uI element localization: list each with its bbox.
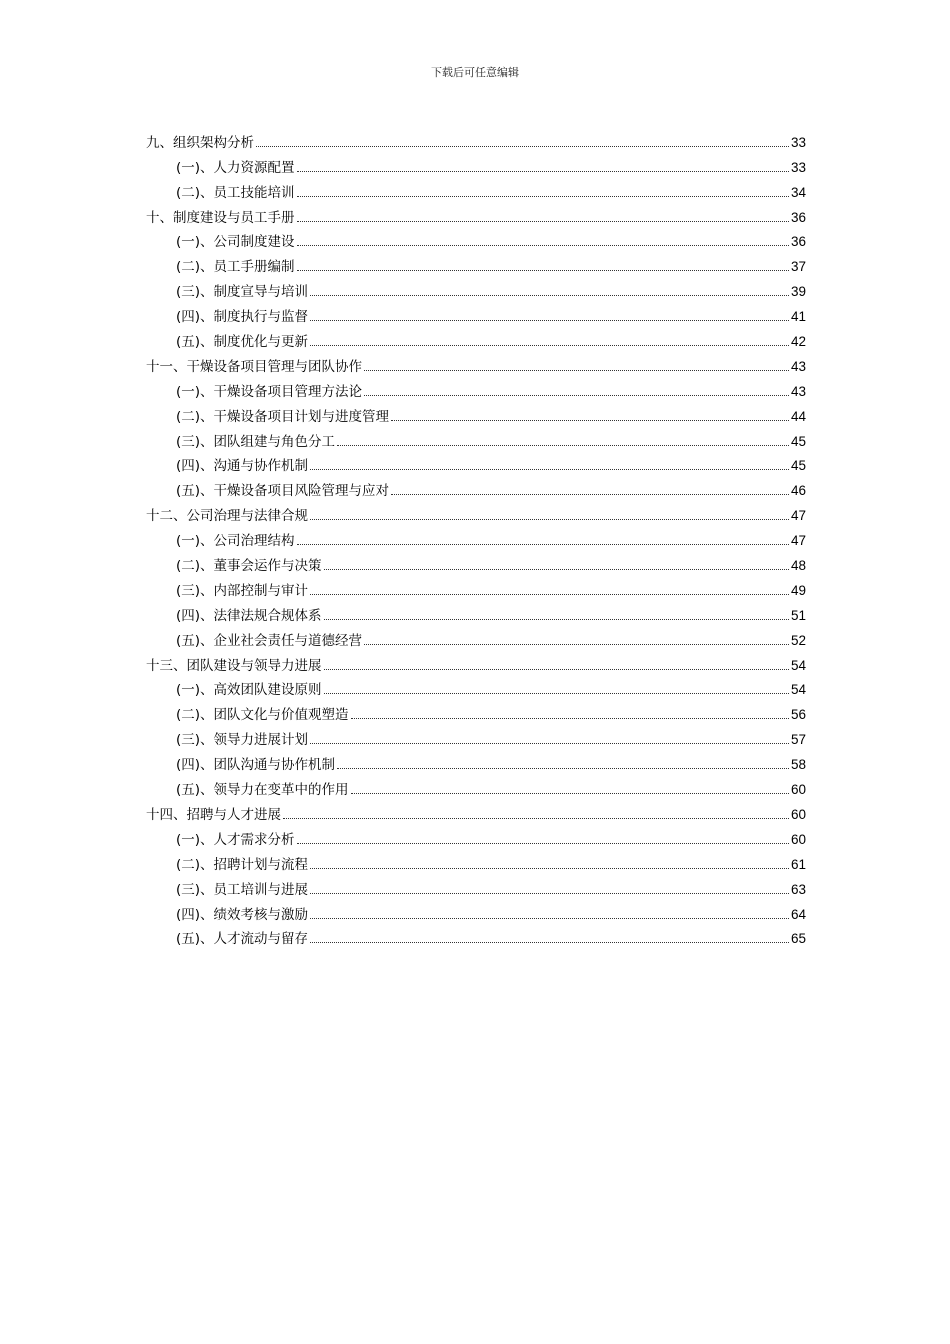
- toc-dot-leader: [256, 146, 789, 147]
- toc-entry-title: (三)、员工培训与进展: [176, 881, 309, 898]
- toc-section-entry[interactable]: [146, 898, 806, 923]
- toc-dot-leader: [310, 295, 789, 296]
- toc-section-entry[interactable]: [146, 848, 806, 873]
- table-of-contents: [146, 126, 806, 947]
- toc-entry-title: (五)、企业社会责任与道德经营: [176, 632, 363, 649]
- toc-dot-leader: [364, 395, 789, 396]
- toc-entry-title: (一)、高效团队建设原则: [176, 682, 322, 699]
- toc-entry-title: (一)、干燥设备项目管理方法论: [176, 383, 363, 400]
- toc-dot-leader: [324, 693, 789, 694]
- toc-section-entry[interactable]: [146, 599, 806, 624]
- toc-entry-page-number: 54: [790, 682, 806, 698]
- toc-dot-leader: [310, 868, 789, 869]
- toc-entry-page-number: 45: [790, 458, 806, 474]
- page-header: 下载后可任意编辑: [431, 66, 519, 79]
- toc-chapter-entry[interactable]: [146, 201, 806, 226]
- toc-entry-title: (二)、招聘计划与流程: [176, 856, 309, 873]
- toc-dot-leader: [310, 345, 789, 346]
- toc-entry-page-number: 57: [790, 732, 806, 748]
- toc-dot-leader: [310, 918, 789, 919]
- toc-entry-page-number: 60: [790, 831, 806, 847]
- toc-entry-title: (四)、团队沟通与协作机制: [176, 757, 336, 774]
- toc-section-entry[interactable]: [146, 275, 806, 300]
- toc-dot-leader: [310, 594, 789, 595]
- toc-entry-page-number: 51: [790, 607, 806, 623]
- toc-entry-title: (一)、公司制度建设: [176, 234, 295, 251]
- toc-entry-title: (五)、干燥设备项目风险管理与应对: [176, 483, 390, 500]
- toc-entry-page-number: 61: [790, 856, 806, 872]
- toc-chapter-entry[interactable]: [146, 649, 806, 674]
- toc-section-entry[interactable]: [146, 474, 806, 499]
- toc-section-entry[interactable]: [146, 375, 806, 400]
- toc-chapter-entry[interactable]: [146, 350, 806, 375]
- toc-section-entry[interactable]: [146, 574, 806, 599]
- toc-entry-title: (五)、人才流动与留存: [176, 931, 309, 948]
- toc-entry-page-number: 54: [790, 657, 806, 673]
- toc-entry-page-number: 60: [790, 806, 806, 822]
- toc-dot-leader: [351, 793, 789, 794]
- toc-dot-leader: [337, 768, 789, 769]
- toc-entry-page-number: 47: [790, 508, 806, 524]
- toc-entry-page-number: 48: [790, 558, 806, 574]
- toc-entry-page-number: 47: [790, 533, 806, 549]
- toc-dot-leader: [310, 469, 789, 470]
- toc-entry-title: (二)、董事会运作与决策: [176, 558, 322, 575]
- toc-section-entry[interactable]: [146, 300, 806, 325]
- toc-dot-leader: [310, 320, 789, 321]
- toc-dot-leader: [310, 519, 789, 520]
- toc-entry-title: 九、组织架构分析: [146, 134, 254, 151]
- toc-dot-leader: [297, 221, 789, 222]
- toc-entry-page-number: 46: [790, 483, 806, 499]
- toc-dot-leader: [337, 445, 789, 446]
- toc-entry-page-number: 36: [790, 234, 806, 250]
- toc-entry-title: 十三、团队建设与领导力进展: [146, 657, 322, 674]
- toc-entry-title: (四)、法律法规合规体系: [176, 607, 322, 624]
- toc-section-entry[interactable]: [146, 425, 806, 450]
- toc-section-entry[interactable]: [146, 923, 806, 948]
- toc-section-entry[interactable]: [146, 773, 806, 798]
- toc-section-entry[interactable]: [146, 823, 806, 848]
- toc-chapter-entry[interactable]: [146, 798, 806, 823]
- toc-entry-page-number: 43: [790, 358, 806, 374]
- toc-entry-page-number: 60: [790, 782, 806, 798]
- toc-dot-leader: [364, 644, 789, 645]
- toc-dot-leader: [324, 569, 789, 570]
- toc-section-entry[interactable]: [146, 549, 806, 574]
- toc-section-entry[interactable]: [146, 748, 806, 773]
- toc-section-entry[interactable]: [146, 450, 806, 475]
- toc-dot-leader: [297, 171, 789, 172]
- toc-dot-leader: [283, 818, 789, 819]
- toc-entry-title: 十二、公司治理与法律合规: [146, 508, 308, 525]
- toc-entry-title: (二)、员工手册编制: [176, 259, 295, 276]
- toc-entry-page-number: 39: [790, 284, 806, 300]
- toc-entry-title: (五)、领导力在变革中的作用: [176, 782, 349, 799]
- toc-dot-leader: [324, 619, 789, 620]
- toc-section-entry[interactable]: [146, 400, 806, 425]
- toc-section-entry[interactable]: [146, 151, 806, 176]
- toc-dot-leader: [310, 893, 789, 894]
- toc-entry-page-number: 36: [790, 209, 806, 225]
- toc-section-entry[interactable]: [146, 325, 806, 350]
- toc-entry-page-number: 58: [790, 757, 806, 773]
- toc-chapter-entry[interactable]: [146, 126, 806, 151]
- toc-dot-leader: [364, 370, 789, 371]
- toc-entry-page-number: 42: [790, 334, 806, 350]
- toc-entry-title: (三)、制度宣导与培训: [176, 284, 309, 301]
- toc-section-entry[interactable]: [146, 624, 806, 649]
- toc-entry-page-number: 37: [790, 259, 806, 275]
- toc-entry-page-number: 65: [790, 931, 806, 947]
- toc-entry-title: (一)、公司治理结构: [176, 533, 295, 550]
- toc-dot-leader: [310, 942, 789, 943]
- toc-entry-title: (三)、团队组建与角色分工: [176, 433, 336, 450]
- toc-entry-title: (四)、沟通与协作机制: [176, 458, 309, 475]
- toc-entry-page-number: 44: [790, 408, 806, 424]
- toc-section-entry[interactable]: [146, 674, 806, 699]
- toc-entry-page-number: 52: [790, 632, 806, 648]
- toc-dot-leader: [297, 270, 789, 271]
- toc-entry-page-number: 33: [790, 159, 806, 175]
- toc-entry-page-number: 33: [790, 134, 806, 150]
- toc-entry-title: (二)、干燥设备项目计划与进度管理: [176, 408, 390, 425]
- toc-entry-title: (一)、人力资源配置: [176, 159, 295, 176]
- toc-entry-title: (三)、领导力进展计划: [176, 732, 309, 749]
- toc-entry-page-number: 56: [790, 707, 806, 723]
- toc-section-entry[interactable]: [146, 176, 806, 201]
- toc-entry-page-number: 45: [790, 433, 806, 449]
- toc-entry-title: 十四、招聘与人才进展: [146, 806, 281, 823]
- toc-entry-title: (五)、制度优化与更新: [176, 334, 309, 351]
- toc-section-entry[interactable]: [146, 723, 806, 748]
- toc-section-entry[interactable]: [146, 250, 806, 275]
- toc-dot-leader: [351, 718, 789, 719]
- toc-section-entry[interactable]: [146, 524, 806, 549]
- toc-entry-page-number: 63: [790, 881, 806, 897]
- toc-dot-leader: [297, 245, 789, 246]
- toc-dot-leader: [297, 843, 789, 844]
- toc-entry-title: (二)、团队文化与价值观塑造: [176, 707, 349, 724]
- toc-entry-page-number: 41: [790, 309, 806, 325]
- toc-entry-title: (四)、绩效考核与激励: [176, 906, 309, 923]
- toc-dot-leader: [391, 420, 789, 421]
- toc-dot-leader: [310, 743, 789, 744]
- toc-dot-leader: [324, 669, 789, 670]
- toc-entry-title: 十、制度建设与员工手册: [146, 209, 295, 226]
- toc-dot-leader: [297, 196, 789, 197]
- toc-dot-leader: [391, 494, 789, 495]
- toc-entry-page-number: 34: [790, 184, 806, 200]
- toc-chapter-entry[interactable]: [146, 499, 806, 524]
- toc-entry-title: (四)、制度执行与监督: [176, 309, 309, 326]
- toc-section-entry[interactable]: [146, 873, 806, 898]
- toc-dot-leader: [297, 544, 789, 545]
- toc-section-entry[interactable]: [146, 226, 806, 251]
- toc-entry-title: (一)、人才需求分析: [176, 831, 295, 848]
- toc-entry-page-number: 49: [790, 582, 806, 598]
- toc-entry-page-number: 64: [790, 906, 806, 922]
- toc-section-entry[interactable]: [146, 698, 806, 723]
- toc-entry-title: 十一、干燥设备项目管理与团队协作: [146, 358, 362, 375]
- toc-entry-title: (二)、员工技能培训: [176, 184, 295, 201]
- toc-entry-page-number: 43: [790, 383, 806, 399]
- toc-entry-title: (三)、内部控制与审计: [176, 582, 309, 599]
